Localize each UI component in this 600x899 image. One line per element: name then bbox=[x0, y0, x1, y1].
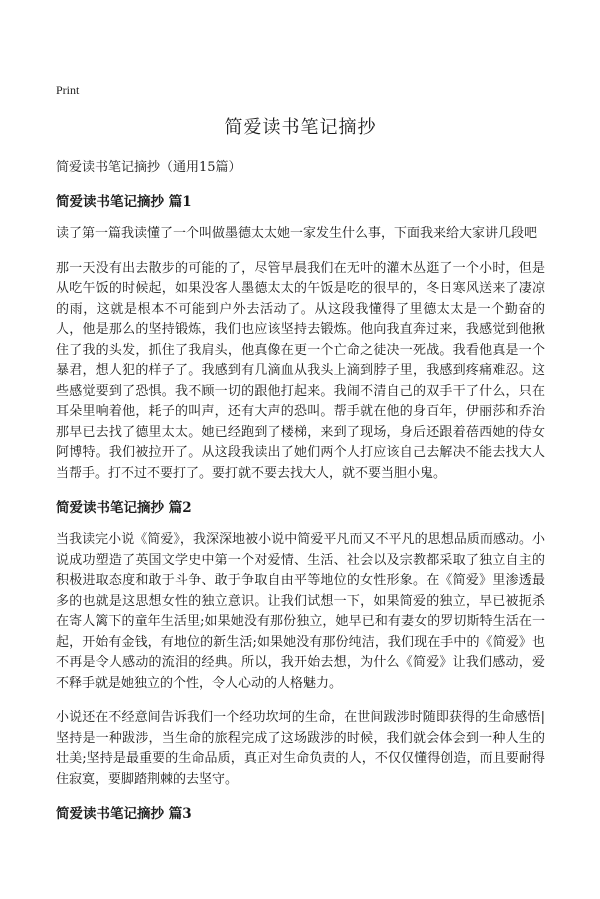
document-subtitle: 简爱读书笔记摘抄（通用15篇） bbox=[56, 160, 242, 175]
print-link[interactable]: Print bbox=[56, 83, 80, 97]
section-2-paragraph-2: 小说还在不经意间告诉我们一个经功坎坷的生命，在世间跋涉时随即获得的生命感悟|坚持是一种跋涉，当生命的旅程完成了这场跋涉的时候，我们就会体会到一种人生的壮美;坚持是最重要的生命品质，真正对生命负责的人，不仅仅懂得创造，而且要耐得住寂寞，要脚踏荆棘的去坚守。 bbox=[56, 710, 545, 787]
section-heading-1: 简爱读书笔记摘抄 篇1 bbox=[56, 194, 192, 210]
section-1-paragraph-2: 那一天没有出去散步的可能的了，尽管早晨我们在无叶的灌木丛逛了一个小时，但是从吃午饭的时候起，如果没客人墨德太太的午饭是吃的很早的，冬日寒风送来了凄凉的雨，这就是根本不可能到户外去活动了。从这段我懂得了里德太太是一个勤奋的人，他是那么的坚持锻炼，我们也应该坚持去锻炼。他向我直奔过来，我感觉到他揪住了我的头发，抓住了我肩头，他真像在更一个亡命之徒决一死战。我看他真是一个暴君，想人犯的样子了。我感到有几滴血从我头上滴到脖子里，我感到疼痛难忍。这些感觉要到了恐惧。我不顾一切的跟他打起来。我闹不清自己的双手干了什么，只在耳朵里响着他，耗子的叫声，还有大声的恐叫。帮手就在他的身百年，伊丽莎和乔治那早已去找了德里太太。她已经跑到了楼梯，来到了现场，身后还跟着蓓西她的侍女阿博特。我们被拉开了。从这段我读出了她们两个人打应该自己去解决不能去找大人当帮手。打不过不要打了。要打就不要去找大人，就不要当胆小鬼。 bbox=[56, 260, 545, 481]
section-1-paragraph-1: 读了第一篇我读懂了一个叫做墨德太太她一家发生什么事，下面我来给大家讲几段吧 bbox=[56, 226, 538, 241]
section-heading-3: 简爱读书笔记摘抄 篇3 bbox=[56, 806, 192, 822]
section-heading-2: 简爱读书笔记摘抄 篇2 bbox=[56, 500, 192, 516]
section-2-paragraph-1: 当我读完小说《简爱》，我深深地被小说中简爱平凡而又不平凡的思想品质而感动。小说成功塑造了英国文学史中第一个对爱情、生活、社会以及宗教都采取了独立自主的积极进取态度和敢于斗争、敢于争取自由平等地位的女性形象。在《简爱》里渗透最多的也就是这思想女性的独立意识。让我们试想一下，如果简爱的独立，早已被扼杀在寄人篱下的童年生活里;如果她没有那份独立，她早已和有妻女的罗切斯特生活在一起，开始有金钱，有地位的新生活;如果她没有那份纯洁，我们现在手中的《简爱》也不再是令人感动的流泪的经典。所以，我开始去想，为什么《简爱》让我们感动，爱不释手就是她独立的个性，令人心动的人格魅力。 bbox=[56, 532, 545, 691]
page-title: 简爱读书笔记摘抄 bbox=[224, 117, 377, 138]
